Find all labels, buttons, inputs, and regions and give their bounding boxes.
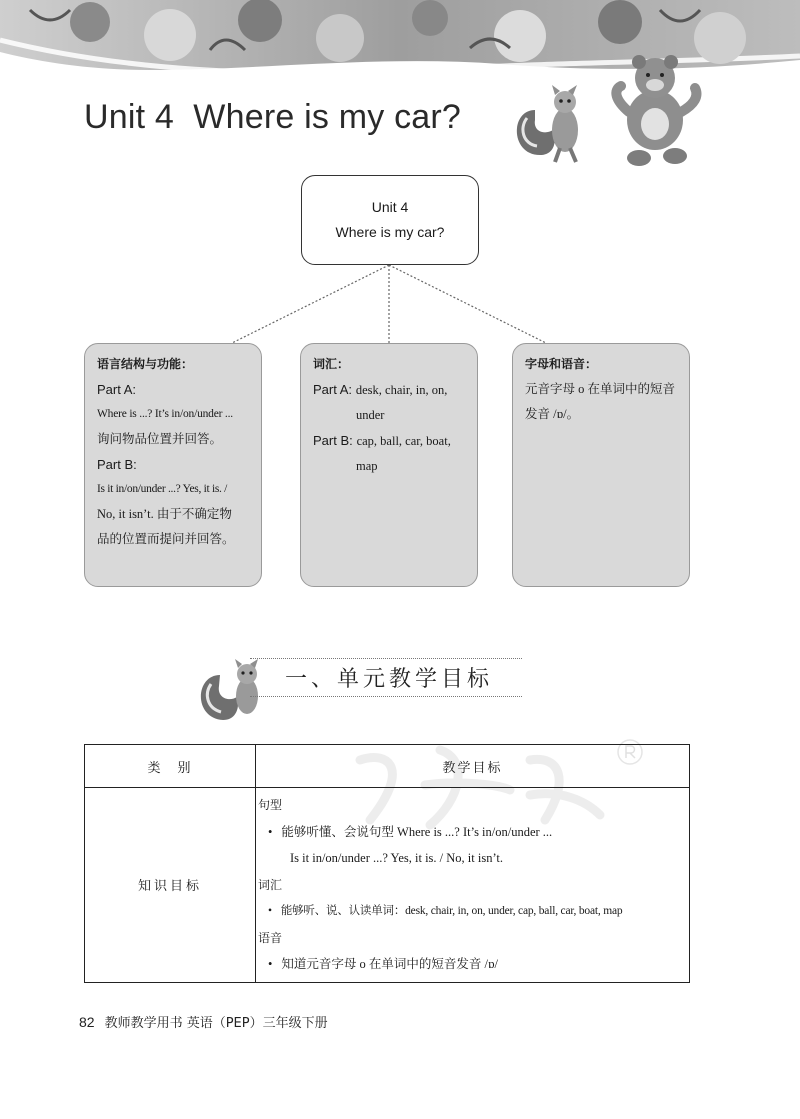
vocabulary-part-a-label: Part A: [313,382,353,397]
sentence-item-2: Is it in/on/under ...? Yes, it is. / No, it isn’t. [290,851,503,865]
header-goals: 教学目标 [256,745,690,788]
squirrel-icon [517,85,578,162]
vocabulary-part-b-words-2: map [356,459,378,473]
structure-part-a-pattern: Where is ...? It’s in/on/under ... [97,408,233,420]
structure-part-b-label: Part B: [97,457,137,472]
header-category: 类 别 [85,745,256,788]
vocabulary-part-a [313,377,467,403]
table-row [85,788,690,983]
teaching-goals-table [84,744,690,983]
squirrel-and-bear-illustration [505,40,705,180]
vocab-item: • 能够听、说、认读单词：desk, chair, in, on, under, cap, ball, car, boat, map [258,898,689,925]
book-title: 教师教学用书 英语（PEP）三年级下册 [104,1016,328,1031]
phonics-item: • 知道元音字母 o 在单词中的短音发音 /ɒ/ [258,951,689,978]
vocabulary-heading: 词汇： [313,357,350,371]
phonics-line-1: 元音字母 o 在单词中的短音 [525,382,676,396]
structure-part-b-line [97,502,251,527]
section-title: 一、单元教学目标 [285,667,494,692]
phonics-line-2: 发音 /ɒ/。 [525,407,580,421]
structure-part-b-desc-1: 由于不确定物 [156,507,232,521]
vocabulary-part-b-words-1: cap, ball, car, boat, [356,434,451,448]
structure-part-a-label: Part A: [97,382,137,397]
phonics-label: 语音 [258,930,283,945]
structure-part-b-desc-2: 品的位置而提问并回答。 [97,532,235,546]
structure-part-b-pattern-2: No, it isn’t. [97,507,154,521]
letters-phonics-card [512,343,690,587]
vocabulary-part-b [313,428,467,454]
section-rule-top [250,658,522,659]
unit-title: Unit 4 Where is my car? [84,98,462,136]
sentence-label: 句型 [258,798,283,812]
vocabulary-card [300,343,478,587]
bear-icon [616,55,696,166]
table-header-row [85,745,690,788]
structure-part-b-pattern: Is it in/on/under ...? Yes, it is. / [97,483,228,495]
sentence-item-1: • 能够听懂、会说句型 Where is ...? It’s in/on/under ... [258,819,689,846]
structure-heading: 语言结构与功能： [97,357,194,371]
vocabulary-part-a-words-1: desk, chair, in, on, [355,383,448,397]
phonics-heading: 字母和语音： [525,357,598,371]
mind-map-root [301,175,479,265]
root-line-1: Unit 4 [371,199,409,215]
structure-function-card [84,343,262,587]
page-number: 82 [79,1014,95,1030]
vocab-label: 词汇 [258,877,283,892]
vocabulary-part-b-label: Part B: [313,433,353,448]
section-rule-bottom [250,696,522,697]
root-line-2: Where is my car? [335,224,445,240]
page-footer [79,1012,328,1031]
category-cell: 知识目标 [85,788,256,983]
vocabulary-part-a-words-2: under [356,408,385,422]
structure-part-a-desc: 询问物品位置并回答。 [97,432,223,446]
goals-cell [256,788,690,983]
